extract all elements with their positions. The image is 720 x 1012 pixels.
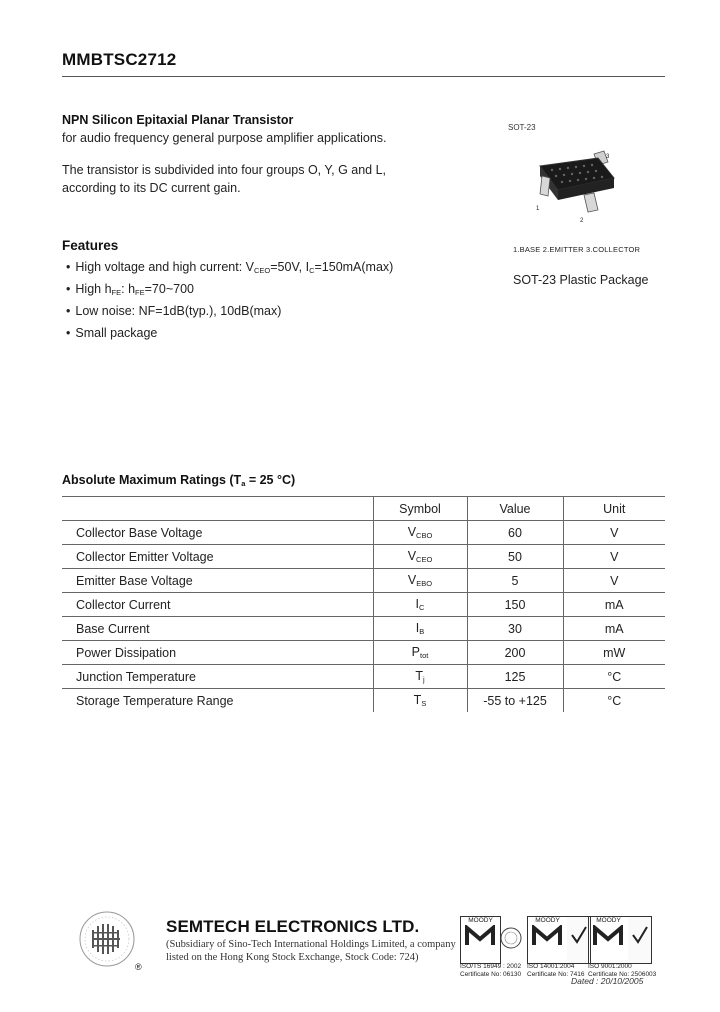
col-header-parameter xyxy=(62,497,373,521)
features-list xyxy=(66,259,393,347)
table-row xyxy=(62,569,665,593)
param-cell: Base Current xyxy=(62,617,373,641)
package-caption: SOT-23 Plastic Package xyxy=(513,273,649,287)
unit-cell: mA xyxy=(563,593,665,617)
symbol-cell: $I_B$ xyxy=(373,617,467,641)
groups-text-line2: according to its DC current gain. xyxy=(62,181,241,195)
groups-text-line1: The transistor is subdivided into four groups O, Y, G and L, xyxy=(62,163,387,177)
cert-badge-iso-ts16949: MOODY xyxy=(460,916,501,964)
unit-cell: V xyxy=(563,569,665,593)
ratings-table xyxy=(62,496,665,712)
cert-badge-iso14001: MOODY xyxy=(527,916,568,964)
feature-item: • High voltage and high current: $V_{CEO}=50V$, $I_C=150mA(\max)$ xyxy=(66,259,393,281)
param-cell: Collector Current xyxy=(62,593,373,617)
symbol-cell: $V_{EBO}$ xyxy=(373,569,467,593)
dated-text: Dated : 20/10/2005 xyxy=(571,976,644,986)
lead-2 xyxy=(584,193,598,212)
feature-item: • High $h_{FE}$: $h_{FE}=70\sim 700$ xyxy=(66,281,393,303)
unit-cell: V xyxy=(563,545,665,569)
col-header-unit: Unit xyxy=(563,497,665,521)
table-header-row xyxy=(62,497,665,521)
part-number-title: MMBTSC2712 xyxy=(62,50,177,69)
table-row xyxy=(62,689,665,713)
pin-label-2: 2 xyxy=(580,218,584,224)
device-subtitle: NPN Silicon Epitaxial Planar Transistor xyxy=(62,113,294,127)
param-cell: Junction Temperature xyxy=(62,665,373,689)
features-heading: Features xyxy=(62,238,119,253)
semtech-logo-icon xyxy=(78,908,136,970)
moody-m-icon xyxy=(528,925,567,947)
unit-cell: mA xyxy=(563,617,665,641)
value-cell: 60 xyxy=(467,521,563,545)
cert-badge-iso9001: MOODY xyxy=(588,916,629,964)
value-cell: 125 xyxy=(467,665,563,689)
table-row xyxy=(62,521,665,545)
col-header-value: Value xyxy=(467,497,563,521)
pin-description: 1.BASE 2.EMITTER 3.COLLECTOR xyxy=(513,245,641,254)
param-cell: Power Dissipation xyxy=(62,641,373,665)
param-cell: Collector Base Voltage xyxy=(62,521,373,545)
param-cell: Emitter Base Voltage xyxy=(62,569,373,593)
table-row xyxy=(62,545,665,569)
symbol-cell: $I_C$ xyxy=(373,593,467,617)
moody-m-icon xyxy=(461,925,500,947)
symbol-cell: $T_S$ xyxy=(373,689,467,713)
company-name: SEMTECH ELECTRONICS LTD. xyxy=(166,917,420,936)
unit-cell: V xyxy=(563,521,665,545)
param-cell: Collector Emitter Voltage xyxy=(62,545,373,569)
pin-label-3: 3 xyxy=(606,154,610,160)
pin-label-1: 1 xyxy=(536,206,540,212)
value-cell: 5 xyxy=(467,569,563,593)
lead-1 xyxy=(540,176,550,196)
ukas-tick-icon xyxy=(628,916,652,964)
unit-cell: mW xyxy=(563,641,665,665)
table-row xyxy=(62,665,665,689)
symbol-cell: $P_{tot}$ xyxy=(373,641,467,665)
unit-cell: °C xyxy=(607,693,622,708)
symbol-cell: $V_{CBO}$ xyxy=(373,521,467,545)
unit-cell: °C xyxy=(563,665,665,689)
symbol-cell: $T_j$ xyxy=(373,665,467,689)
zert-seal-icon xyxy=(500,918,522,958)
title-divider xyxy=(62,76,665,77)
ratings-heading: Absolute Maximum Ratings ($T_a = 25$ °C) xyxy=(62,473,296,488)
table-row xyxy=(62,641,665,665)
value-cell: 30 xyxy=(467,617,563,641)
col-header-symbol: Symbol xyxy=(373,497,467,521)
feature-item: • Low noise: NF=1dB(typ.), 10dB(max) xyxy=(66,303,393,325)
table-row xyxy=(62,593,665,617)
value-cell: -55 to +125 xyxy=(467,689,563,713)
value-cell: 150 xyxy=(467,593,563,617)
value-cell: 50 xyxy=(467,545,563,569)
company-subtitle: (Subsidiary of Sino-Tech International Holdings Limited, a company listed on the Hong Kong Stock Exchange, Stock Code: 724) xyxy=(166,939,456,963)
cert-text-2: ISO 14001:2004 Certificate No: 7416 xyxy=(527,963,585,978)
registered-mark: ® xyxy=(135,962,142,972)
param-cell: Storage Temperature Range xyxy=(62,689,373,713)
cert-text-3: ISO 9001:2000 Certificate No: 2506003 xyxy=(588,963,657,978)
table-row xyxy=(62,617,665,641)
sot23-package-image xyxy=(528,148,628,226)
cert-text-1: ISO/TS 16949 : 2002 Certificate No: 06130 xyxy=(460,963,522,978)
package-small-label: SOT-23 xyxy=(508,123,536,132)
feature-item: • Small package xyxy=(66,325,393,347)
moody-m-icon xyxy=(589,925,628,947)
application-text: for audio frequency general purpose amplifier applications. xyxy=(62,131,387,145)
symbol-cell: $V_{CEO}$ xyxy=(373,545,467,569)
value-cell: 200 xyxy=(467,641,563,665)
